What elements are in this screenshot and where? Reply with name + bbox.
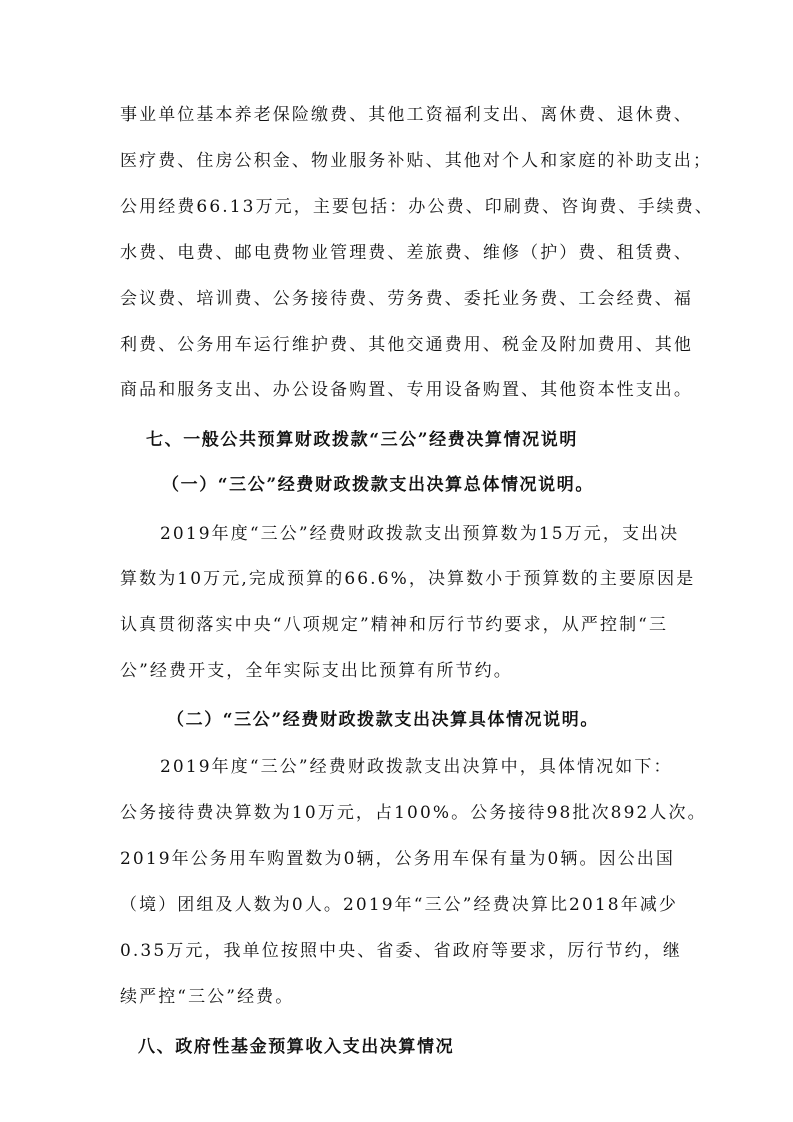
paragraph-line: 会议费、培训费、公务接待费、劳务费、委托业务费、工会经费、福 — [120, 289, 693, 309]
paragraph-line: 事业单位基本养老保险缴费、其他工资福利支出、离休费、退休费、 — [120, 105, 693, 125]
paragraph-line: 0.35万元，我单位按照中央、省委、省政府等要求，厉行节约，继 — [120, 941, 682, 961]
paragraph-line: 公”经费开支，全年实际支出比预算有所节约。 — [120, 661, 513, 681]
paragraph-line: （境）团组及人数为0人。2019年“三公”经费决算比2018年减少 — [120, 895, 679, 915]
paragraph-line: 认真贯彻落实中央“八项规定”精神和厉行节约要求，从严控制“三 — [120, 615, 669, 635]
paragraph-line: 利费、公务用车运行维护费、其他交通费用、税金及附加费用、其他 — [120, 335, 693, 355]
subsection-heading-1: （一）“三公”经费财政拨款支出决算总体情况说明。 — [162, 475, 594, 495]
paragraph-line: 商品和服务支出、办公设备购置、专用设备购置、其他资本性支出。 — [120, 380, 693, 400]
paragraph-line: 2019年度“三公”经费财政拨款支出决算中，具体情况如下： — [160, 757, 673, 777]
paragraph-line: 公用经费66.13万元，主要包括：办公费、印刷费、咨询费、手续费、 — [120, 197, 714, 217]
paragraph-line: 续严控“三公”经费。 — [120, 987, 295, 1007]
paragraph-line: 算数为10万元,完成预算的66.6%，决算数小于预算数的主要原因是 — [120, 569, 696, 589]
paragraph-line: 2019年度“三公”经费财政拨款支出预算数为15万元，支出决 — [160, 524, 680, 544]
paragraph-line: 公务接待费决算数为10万元，占100%。公务接待98批次892人次。 — [120, 803, 707, 823]
paragraph-line: 水费、电费、邮电费物业管理费、差旅费、维修（护）费、租赁费、 — [120, 243, 693, 263]
section-heading-7: 七、一般公共预算财政拨款“三公”经费决算情况说明 — [146, 430, 578, 450]
subsection-heading-2: （二）“三公”经费财政拨款支出决算具体情况说明。 — [167, 710, 599, 730]
paragraph-line: 2019年公务用车购置数为0辆，公务用车保有量为0辆。因公出国 — [120, 849, 675, 869]
paragraph-line: 医疗费、住房公积金、物业服务补贴、其他对个人和家庭的补助支出； — [120, 151, 713, 171]
section-heading-8: 八、政府性基金预算收入支出决算情况 — [138, 1037, 455, 1057]
